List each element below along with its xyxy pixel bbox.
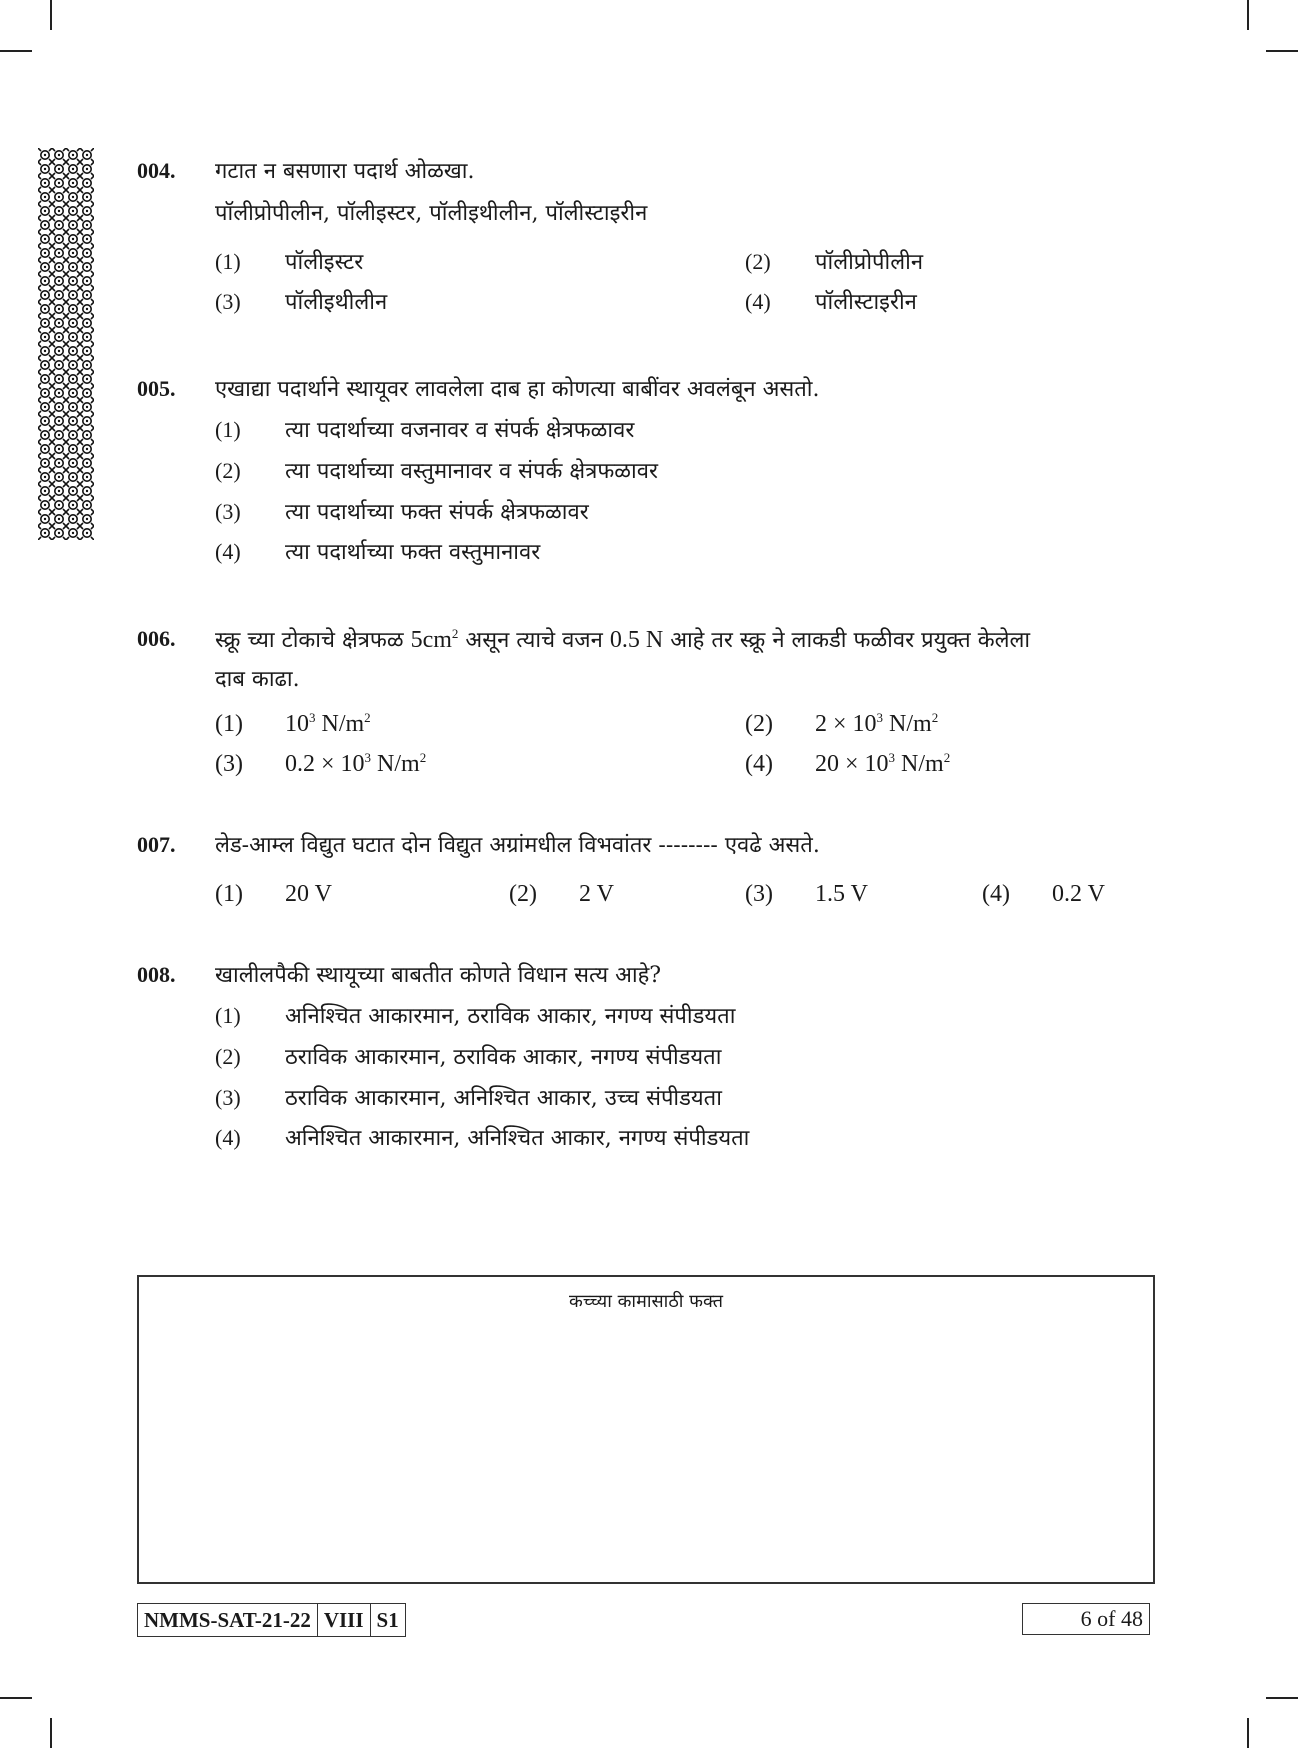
option-2 xyxy=(745,242,923,283)
option-text: पॉलीइथीलीन xyxy=(285,290,388,315)
option-text: 1.5 V xyxy=(815,881,868,907)
rough-work-title: कच्च्या कामासाठी फक्त xyxy=(569,1291,723,1312)
question-number: 005. xyxy=(137,376,176,401)
option-4 xyxy=(745,282,917,323)
question-subtext: पॉलीप्रोपीलीन, पॉलीइस्टर, पॉलीइथीलीन, पॉलीस्टाइरीन xyxy=(215,201,648,226)
option-number: (4) xyxy=(745,751,773,777)
option-number: (1) xyxy=(215,249,241,274)
option-number: (2) xyxy=(215,458,241,483)
weight-value: 0.5 N xyxy=(609,627,664,653)
option-4: (4) $20 \times 10^3$ $N/m^2$ xyxy=(745,744,950,784)
crop-mark xyxy=(50,1718,52,1748)
crop-mark xyxy=(1266,1697,1298,1699)
question-text-part: आहे तर स्क्रू ने लाकडी फळीवर प्रयुक्त केलेला xyxy=(670,628,1031,653)
option-2: (2) $2 \times 10^3$ $N/m^2$ xyxy=(745,704,938,744)
option-number: (2) xyxy=(745,711,773,737)
crop-mark xyxy=(1266,50,1298,52)
question-number: 004. xyxy=(137,158,176,183)
option-1: (1) $10^3$ $N/m^2$ xyxy=(215,704,371,744)
option-text: पॉलीप्रोपीलीन xyxy=(815,250,924,275)
option-number: (4) xyxy=(745,289,771,314)
option-1 xyxy=(215,874,332,914)
option-text: ठराविक आकारमान, ठराविक आकार, नगण्य संपीडयता xyxy=(285,1045,722,1070)
decorative-border-pattern xyxy=(38,148,94,540)
paper-code-box xyxy=(137,1603,406,1637)
option-text: अनिश्चित आकारमान, अनिश्चित आकार, नगण्य संपीडयता xyxy=(285,1126,750,1151)
option-text: अनिश्चित आकारमान, ठराविक आकार, नगण्य संपीडयता xyxy=(285,1004,736,1029)
option-text: पॉलीस्टाइरीन xyxy=(815,290,917,315)
class-label: VIII xyxy=(317,1604,370,1636)
option-text: ठराविक आकारमान, अनिश्चित आकार, उच्च संपीडयता xyxy=(285,1086,722,1111)
option-text: 0.2 V xyxy=(1052,881,1105,907)
option-number: (1) xyxy=(215,711,243,737)
option-1 xyxy=(215,410,634,451)
set-label: S1 xyxy=(370,1604,405,1636)
area-value: $5cm^2$ xyxy=(410,626,459,653)
question-text: खालीलपैकी स्थायूच्या बाबतीत कोणते विधान सत्य आहे? xyxy=(215,963,662,988)
rough-work-box xyxy=(137,1275,1155,1584)
option-number: (1) xyxy=(215,1003,241,1028)
crop-mark xyxy=(0,50,32,52)
option-number: (3) xyxy=(215,499,241,524)
option-number: (2) xyxy=(509,881,537,907)
option-text: 20 V xyxy=(285,881,332,907)
option-text: पॉलीइस्टर xyxy=(285,250,364,275)
question-text-line2: दाब काढा. xyxy=(215,667,300,692)
option-text: त्या पदार्थाच्या वजनावर व संपर्क क्षेत्रफळावर xyxy=(285,418,635,443)
crop-mark xyxy=(1247,1718,1249,1748)
question-text-part: स्क्रू च्या टोकाचे क्षेत्रफळ xyxy=(215,628,404,653)
option-number: (2) xyxy=(215,1044,241,1069)
option-number: (4) xyxy=(215,539,241,564)
option-2 xyxy=(215,451,658,492)
option-3 xyxy=(215,1078,722,1119)
option-3 xyxy=(215,492,589,533)
option-number: (4) xyxy=(982,881,1010,907)
option-4 xyxy=(982,874,1105,914)
option-number: (4) xyxy=(215,1125,241,1150)
option-number: (3) xyxy=(215,289,241,314)
crop-mark xyxy=(1247,0,1249,30)
page-number: 6 of 48 xyxy=(1022,1603,1150,1635)
option-2 xyxy=(215,1037,721,1078)
option-text: त्या पदार्थाच्या फक्त संपर्क क्षेत्रफळावर xyxy=(285,500,589,525)
option-text: त्या पदार्थाच्या फक्त वस्तुमानावर xyxy=(285,540,541,565)
option-text: 2 V xyxy=(579,881,614,907)
question-number: 006. xyxy=(137,626,176,651)
option-4 xyxy=(215,532,540,573)
question-text-part: असून त्याचे वजन xyxy=(465,628,603,653)
question-number: 007. xyxy=(137,832,176,857)
question-text: लेड-आम्ल विद्युत घटात दोन विद्युत अग्रांमधील विभवांतर -------- एवढे असते. xyxy=(215,833,820,858)
option-number: (1) xyxy=(215,881,243,907)
exam-code: NMMS-SAT-21-22 xyxy=(144,1608,311,1632)
option-number: (2) xyxy=(745,249,771,274)
question-text: एखाद्या पदार्थाने स्थायूवर लावलेला दाब हा कोणत्या बाबींवर अवलंबून असतो. xyxy=(215,377,820,402)
crop-mark xyxy=(50,0,52,30)
option-1 xyxy=(215,242,363,283)
question-text xyxy=(215,620,1215,661)
option-3: (3) $0.2 \times 10^3$ $N/m^2$ xyxy=(215,744,426,784)
crop-mark xyxy=(0,1697,32,1699)
option-1 xyxy=(215,996,735,1037)
option-2 xyxy=(509,874,614,914)
question-number: 008. xyxy=(137,962,176,987)
option-number: (3) xyxy=(215,751,243,777)
option-3 xyxy=(215,282,387,323)
option-4 xyxy=(215,1118,749,1159)
question-text: गटात न बसणारा पदार्थ ओळखा. xyxy=(215,159,475,184)
option-number: (3) xyxy=(745,881,773,907)
option-text: त्या पदार्थाच्या वस्तुमानावर व संपर्क क्षेत्रफळावर xyxy=(285,459,658,484)
option-3 xyxy=(745,874,868,914)
option-number: (3) xyxy=(215,1085,241,1110)
option-number: (1) xyxy=(215,417,241,442)
